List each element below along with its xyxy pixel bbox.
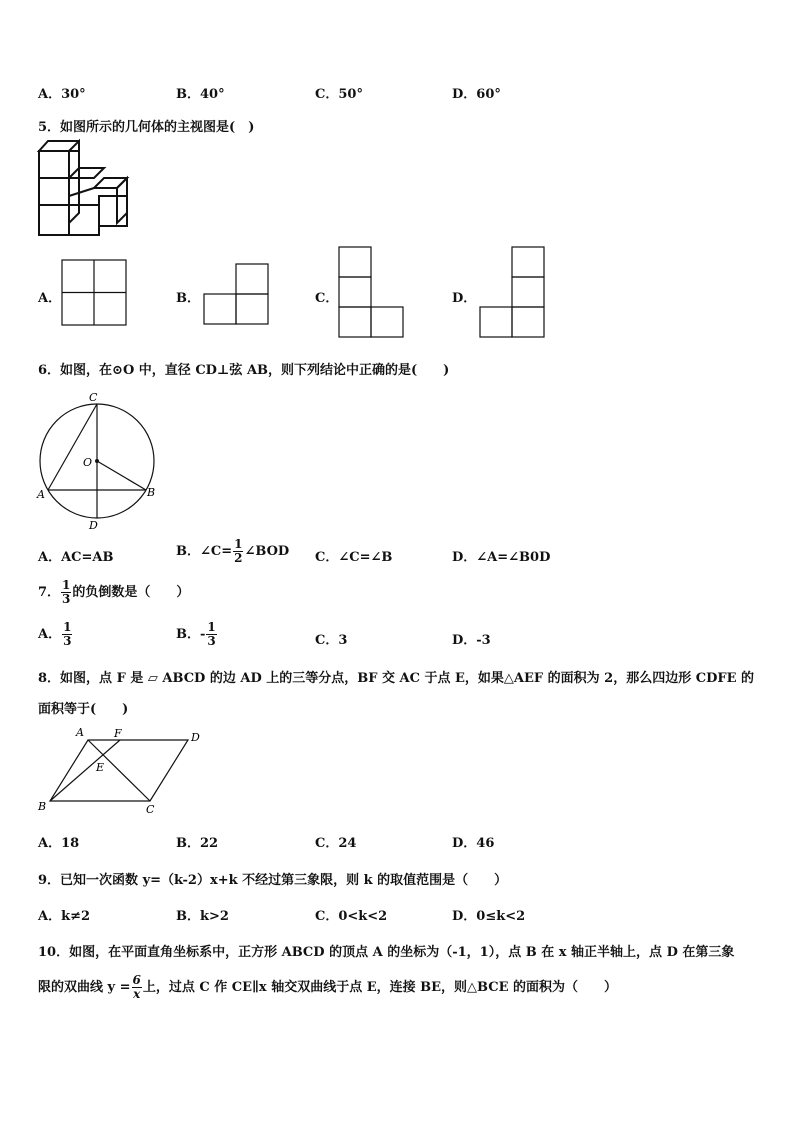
q6-option-b: B．∠C= $\frac{1}{2}$ ∠BOD xyxy=(176,537,290,565)
q7-option-a: A． $\frac{1}{3}$ xyxy=(38,620,72,648)
q7-stem: 7． $\frac{1}{3}$ 的负倒数是（ ） xyxy=(38,578,190,606)
q5-option-b-figure xyxy=(203,263,269,326)
q9-option-c: C．0<k<2 xyxy=(315,909,388,924)
q5-option-c-figure xyxy=(338,246,404,338)
q8-label-c: C xyxy=(146,803,155,816)
q8-option-c: C．24 xyxy=(315,836,357,851)
q6-circle-figure xyxy=(34,385,164,535)
q8-label-a: A xyxy=(76,726,84,739)
q10-stem-line2: 限的双曲线 y = $\frac{6}{x}$ 上，过点 C 作 CE∥x 轴交双曲线于点 E，连接 BE，则△BCE 的面积为（ ） xyxy=(38,973,618,1001)
q10-stem-line1: 10．如图，在平面直角坐标系中，正方形 ABCD 的顶点 A 的坐标为（-1，1），点 B 在 x 轴正半轴上，点 D 在第三象 xyxy=(38,945,735,960)
q8-option-a: A．18 xyxy=(38,836,80,851)
q8-label-d: D xyxy=(191,731,200,744)
q6-option-a: A．AC=AB xyxy=(38,550,114,565)
q4-option-d: D．60° xyxy=(452,87,501,102)
q8-label-b: B xyxy=(38,800,47,813)
q6-label-d: D xyxy=(89,519,98,532)
q8-stem-line2: 面积等于( ) xyxy=(38,702,129,717)
q9-stem: 9．已知一次函数 y=（k-2）x+k 不经过第三象限，则 k 的取值范围是（ ） xyxy=(38,873,508,888)
q6-stem: 6．如图，在⊙O 中，直径 CD⊥弦 AB，则下列结论中正确的是( ) xyxy=(38,363,450,378)
q7-option-b: B．- $\frac{1}{3}$ xyxy=(176,620,216,648)
q7-option-d: D．-3 xyxy=(452,633,491,648)
q5-solid-figure xyxy=(36,138,130,240)
q6-label-b: B xyxy=(147,486,156,499)
q8-option-d: D．46 xyxy=(452,836,495,851)
q8-option-b: B．22 xyxy=(176,836,219,851)
q6-option-c: C．∠C=∠B xyxy=(315,550,393,565)
q4-option-c: C．50° xyxy=(315,87,363,102)
q5-stem: 5．如图所示的几何体的主视图是( ) xyxy=(38,120,255,135)
q8-label-f: F xyxy=(114,727,122,740)
q5-option-d-figure xyxy=(479,246,545,338)
q8-stem-line1: 8．如图，点 F 是 ▱ ABCD 的边 AD 上的三等分点，BF 交 AC 于点 E，如果△AEF 的面积为 2，那么四边形 CDFE 的 xyxy=(38,671,755,686)
q8-label-e: E xyxy=(96,761,105,774)
q6-label-c: C xyxy=(89,391,98,404)
q5-option-a-figure xyxy=(61,259,127,327)
q5-option-a-label: A． xyxy=(38,291,62,306)
q5-option-b-label: B． xyxy=(176,291,200,306)
q7-option-c: C．3 xyxy=(315,633,348,648)
q9-option-d: D．0≤k<2 xyxy=(452,909,526,924)
q8-parallelogram-figure xyxy=(36,724,208,818)
q5-option-d-label: D． xyxy=(452,291,477,306)
q6-label-o: O xyxy=(83,456,93,469)
q4-option-a: A．30° xyxy=(38,87,86,102)
q5-option-c-label: C． xyxy=(315,291,339,306)
q6-label-a: A xyxy=(37,488,45,501)
q9-option-b: B．k>2 xyxy=(176,909,229,924)
q9-option-a: A．k≠2 xyxy=(38,909,91,924)
q6-option-d: D．∠A=∠B0D xyxy=(452,550,551,565)
q4-option-b: B．40° xyxy=(176,87,225,102)
